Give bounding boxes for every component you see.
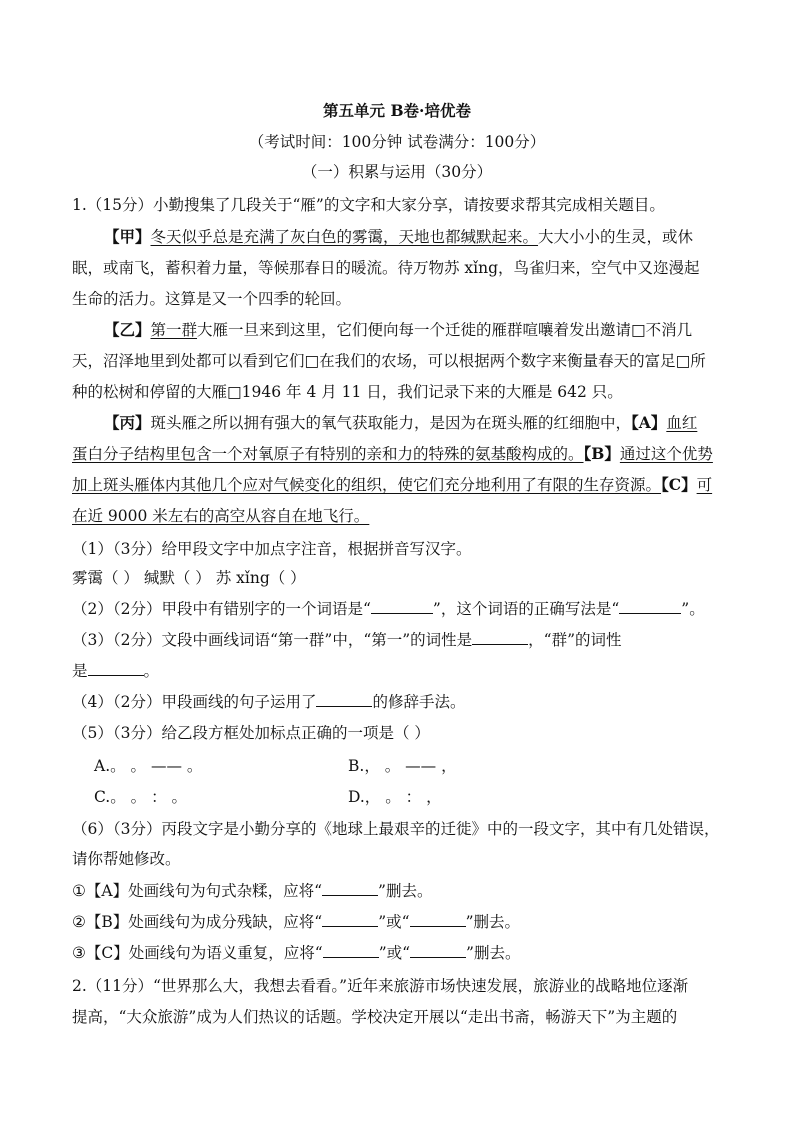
sub-question-3: （3）（2分）文段中画线词语“第一群”中，“第一”的词性是 ，“群”的词性 (72, 631, 622, 649)
answer-blank[interactable] (323, 942, 379, 958)
answer-blank[interactable] (371, 598, 433, 614)
paragraph-jia-line-2: 眠，或南飞，蓄积着力量，等候那春日的暖流。待万物苏 xǐng，鸟雀归来，空气中又迩漫起 (72, 259, 700, 277)
paragraph-tag: 【丙】 (104, 413, 151, 432)
answer-blank[interactable] (410, 942, 466, 958)
answer-blank[interactable] (322, 911, 378, 927)
section-heading: （一）积累与运用（30分） (301, 163, 493, 181)
sub-question-1-blanks: 雾霭（ ） 缄默（ ） 苏 xǐng（ ） (72, 569, 306, 587)
paragraph-bing-line-1: 【丙】斑头雁之所以拥有强大的氧气获取能力，是因为在斑头雁的红细胞中，【A】血红 (104, 413, 698, 432)
sub-question-6-cont: 请你帮她修改。 (72, 850, 181, 868)
sub-question-1: （1）（3分）给甲段文字中加点字注音，根据拼音写汉字。 (72, 540, 472, 558)
revision-b: ②【B】处画线句为成分残缺，应将“ ”或“ ”删去。 (72, 913, 521, 931)
page-title: 第五单元 B卷·培优卷 (323, 101, 471, 120)
option-b[interactable]: B.， 。 —— ， (348, 757, 457, 775)
paragraph-yi-line-1: 【乙】第一群大雁一旦来到这里，它们便向每一个迁徙的雁群喧嚷着发出邀请□不消几 (104, 320, 693, 339)
underlined-word: 第一群 (150, 321, 198, 339)
paragraph-jia-line-3: 生命的活力。这算是又一个四季的轮回。 (72, 290, 352, 308)
paragraph-tag: 【甲】 (104, 227, 151, 246)
exam-info: （考试时间：100分钟 试卷满分：100分） (248, 133, 546, 151)
paragraph-bing-line-2: 蛋白分子结构里包含一个对氧原子有特别的亲和力的特殊的氨基酸构成的。【B】通过这个优势 (72, 444, 713, 463)
paragraph-bing-line-3: 加上斑头雁体内其他几个应对气候变化的组织，使它们充分地利用了有限的生存资源。【C】可 (72, 475, 713, 494)
paragraph-jia-line-1: 【甲】冬天似乎总是充满了灰白色的雾霭，天地也都缄默起来。大大小小的生灵，或休 (104, 227, 694, 246)
paragraph-bing-line-4: 在近 9000 米左右的高空从容自在地飞行。 (72, 507, 370, 525)
answer-blank[interactable] (410, 911, 466, 927)
paragraph-yi-line-3: 种的松树和停留的大雁□1946 年 4 月 11 日，我们记录下来的大雁是 642 只。 (72, 383, 623, 401)
sub-question-6: （6）（3分）丙段文字是小勤分享的《地球上最艰辛的迁徙》中的一段文字，其中有几处错误， (72, 820, 720, 838)
paragraph-yi-line-2: 天，沼泽地里到处都可以看到它们□在我们的农场，可以根据两个数字来衡量春天的富足□所 (72, 352, 706, 370)
option-c[interactable]: C.。 。 ： 。 (94, 788, 188, 806)
answer-blank[interactable] (472, 629, 528, 645)
answer-blank[interactable] (322, 880, 378, 896)
question-2-line-1: 2.（11分）“世界那么大，我想去看看。”近年来旅游市场快速发展，旅游业的战略地位逐渐 (72, 977, 689, 995)
answer-blank[interactable] (316, 691, 372, 707)
answer-blank[interactable] (88, 660, 144, 676)
revision-a: ①【A】处画线句为句式杂糅，应将“ ”删去。 (72, 882, 433, 900)
sub-question-2: （2）（2分）甲段中有错别字的一个词语是“ ”，这个词语的正确写法是“ ”。 (72, 600, 705, 618)
option-d[interactable]: D.， 。 ： ， (348, 788, 442, 806)
paragraph-tag: 【乙】 (104, 320, 151, 339)
answer-blank[interactable] (619, 598, 681, 614)
option-a[interactable]: A.。 。 —— 。 (94, 757, 203, 775)
underlined-sentence: 冬天似乎总是充满了灰白色的雾霭，天地也都缄默起来。 (150, 228, 539, 246)
question-2-line-2: 提高，“大众旅游”成为人们热议的话题。学校决定开展以“走出书斋，畅游天下”为主题的 (72, 1008, 678, 1026)
question-1-stem: 1.（15分）小勤搜集了几段关于“雁”的文字和大家分享，请按要求帮其完成相关题目。 (72, 196, 665, 214)
revision-c: ③【C】处画线句为语义重复，应将“ ”或“ ”删去。 (72, 944, 521, 962)
sub-question-3-cont: 是 。 (72, 662, 160, 680)
sub-question-5: （5）（3分）给乙段方框处加标点正确的一项是（ ） (72, 724, 430, 742)
sub-question-4: （4）（2分）甲段画线的句子运用了 的修辞手法。 (72, 693, 466, 711)
